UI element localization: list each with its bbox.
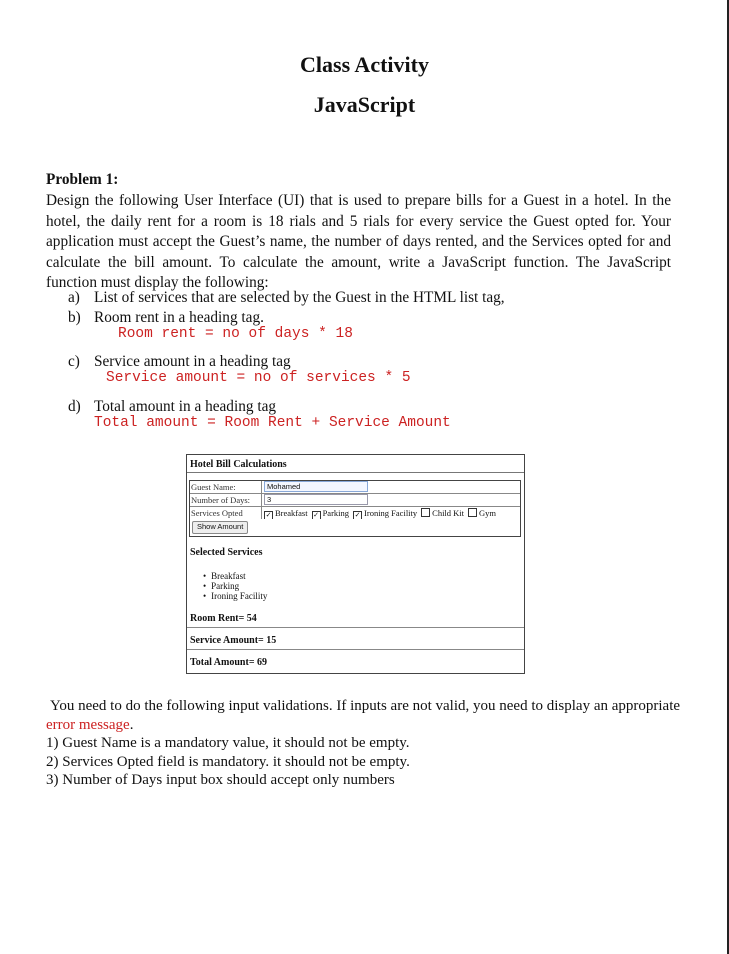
checked-box-icon: ✓ <box>354 511 361 519</box>
figure-divider <box>187 472 524 473</box>
selected-services-heading: Selected Services <box>190 547 263 558</box>
formula-service-amount: Service amount = no of services * 5 <box>106 370 411 386</box>
validation-rule: 3) Number of Days input box should accept only numbers <box>46 772 395 788</box>
guest-name-input[interactable]: Mohamed <box>264 481 368 492</box>
item-c-text: Service amount in a heading tag <box>94 353 291 370</box>
item-c <box>68 352 291 372</box>
service-childkit-checkbox[interactable]: Child Kit <box>421 507 464 519</box>
item-b-text: Room rent in a heading tag. <box>94 309 264 326</box>
item-a-text: List of services that are selected by the Guest in the HTML list tag, <box>94 289 505 306</box>
item-b <box>68 308 264 328</box>
unchecked-box-icon <box>421 508 430 517</box>
item-d-text: Total amount in a heading tag <box>94 398 277 415</box>
service-gym-checkbox[interactable]: Gym <box>468 507 496 519</box>
item-b-label: b) <box>68 309 81 326</box>
room-rent-result: Room Rent= 54 <box>190 613 257 624</box>
page-subtitle: JavaScript <box>313 92 416 117</box>
page-title: Class Activity <box>300 52 429 77</box>
days-input[interactable]: 3 <box>264 494 368 505</box>
validation-section <box>46 697 686 790</box>
service-ironing-checkbox[interactable]: ✓ Ironing Facility <box>354 508 418 519</box>
item-a-label: a) <box>68 289 80 306</box>
result-divider <box>187 627 524 628</box>
services-checkboxes <box>264 507 520 519</box>
total-amount-result: Total Amount= 69 <box>190 657 268 668</box>
show-amount-button[interactable]: Show Amount <box>192 521 248 534</box>
service-breakfast-checkbox[interactable]: ✓ Breakfast <box>265 508 308 519</box>
validation-rule: 1) Guest Name is a mandatory value, it should not be empty. <box>46 735 410 751</box>
list-item: • Ironing Facility <box>203 591 267 601</box>
error-message-text: error message <box>46 716 130 733</box>
ui-screenshot-figure <box>186 454 525 674</box>
list-item: • Parking <box>203 581 267 591</box>
validation-intro: You need to do the following input validations. If inputs are not valid, you need to display an appropriate error message. <box>46 698 681 733</box>
figure-title: Hotel Bill Calculations <box>190 459 287 470</box>
formula-room-rent: Room rent = no of days * 18 <box>118 326 353 342</box>
item-d <box>68 397 276 417</box>
result-divider <box>187 649 524 650</box>
days-row <box>190 494 520 507</box>
days-label: Number of Days: <box>191 494 262 506</box>
validation-rule: 2) Services Opted field is mandatory. it should not be empty. <box>46 753 410 770</box>
problem-description: Design the following User Interface (UI) that is used to prepare bills for a Guest in a hotel. In the hotel, the daily rent for a room is 18 rials and 5 rials for every service the Guest opted for. Your application must accept the Guest’s name, the number of days rented, and the Services opted for and calculate the bill amount. To calculate the amount, write a JavaScript function. The JavaScript function must display the following: <box>46 192 671 291</box>
guest-name-row <box>190 481 520 494</box>
item-c-label: c) <box>68 353 80 370</box>
item-a <box>68 288 505 308</box>
list-item: • Breakfast <box>203 571 267 581</box>
service-amount-result: Service Amount= 15 <box>190 635 277 646</box>
services-row <box>190 507 520 519</box>
item-d-label: d) <box>68 398 81 415</box>
problem-heading: Problem 1: <box>46 171 119 188</box>
formula-total-amount: Total amount = Room Rent + Service Amount <box>94 415 451 431</box>
bill-form <box>189 480 521 537</box>
services-label: Services Opted <box>191 507 262 519</box>
checked-box-icon: ✓ <box>265 511 272 519</box>
guest-name-label: Guest Name: <box>191 481 262 493</box>
selected-services-list <box>203 571 267 601</box>
service-parking-checkbox[interactable]: ✓ Parking <box>313 508 350 519</box>
unchecked-box-icon <box>468 508 477 517</box>
checked-box-icon: ✓ <box>313 511 320 519</box>
